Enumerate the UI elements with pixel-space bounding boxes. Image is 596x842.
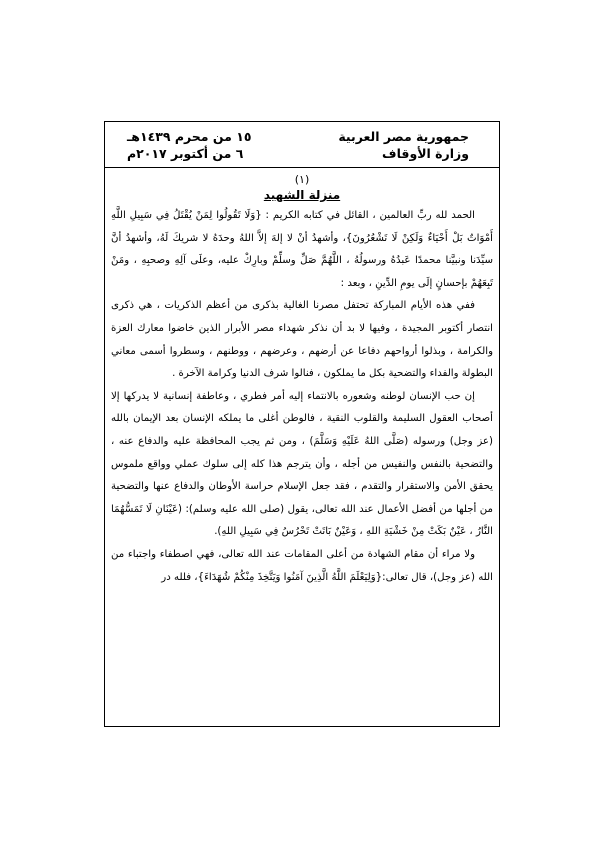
page-number: (١) xyxy=(294,173,310,186)
date-block xyxy=(127,128,251,162)
issuer-block xyxy=(338,128,469,162)
gregorian-date: ٦ من أكتوبر ٢٠١٧م xyxy=(127,146,244,161)
paragraph-love-of-homeland: إن حب الإنسان لوطنه وشعوره بالانتماء إليه أمر فطري ، وعاطفة إنسانية لا يدركها إلا أصحاب العقول السليمة والقلوب النقية ، فالوطن أغلى ما يملكه الإنسان بعد الإيمان بالله (عز وجل) ورسوله (صَلَّى اللهُ عَلَيْهِ وَسَلَّمَ) ، ومن ثم يجب المحافظة عليه والدفاع عنه ، والتضحية بالنفس والنفيس من أجله ، وأن يترجم هذا كله إلى سلوك عملي وواقع ملموس يحقق الأمن والاستقرار والتقدم ، فقد جعل الإسلام حراسة الأوطان والدفاع عنها والتضحية من أجلها من أفضل الأعمال عند الله تعالى، يقول (صلى الله عليه وسلم): (عَيْنَانِ لَا تَمَسُّهُمَا النَّارُ ، عَيْنٌ بَكَتْ مِنْ خَشْيَةِ اللهِ ، وَعَيْنٌ بَاتَتْ تَحْرُسُ فِي سَبِيلِ اللهِ). xyxy=(111,390,493,538)
paragraph-opening: الحمد لله ربِّ العالمين ، القائل في كتابه الكريم : {وَلَا تَقُولُوا لِمَنْ يُقْتَلُ فِي سَبِيلِ اللَّهِ أَمْوَاتٌ بَلْ أَحْيَاءٌ وَلَكِنْ لَا تَشْعُرُونَ}، وأشهدُ أنْ لا إلهَ إلاَّ اللهُ وحدَهُ لا شريكَ لَهُ، وأشهدُ أنَّ سيِّدَنا ونبيَّنا محمدًا عَبدُهُ ورسولُهُ ، اللَّهُمَّ صَلِّ وسلِّمْ وبارِكْ عليه، وعلَى آلِهِ وصحبِهِ ، ومَنْ تَبِعَهُمْ بإحسانٍ إلَى يومِ الدِّينِ ، وبعد : xyxy=(111,210,493,289)
document-header xyxy=(105,122,499,168)
country-name: جمهورية مصر العربية xyxy=(338,129,469,144)
document-frame xyxy=(104,121,500,727)
ministry-name: وزارة الأوقاف xyxy=(382,146,469,161)
sermon-title: منزلة الشهيد xyxy=(263,188,341,202)
hijri-date: ١٥ من محرم ١٤٣٩هـ xyxy=(127,129,252,144)
sermon-body xyxy=(105,205,499,589)
paragraph-martyrdom-rank: ولا مراء أن مقام الشهادة من أعلى المقامات عند الله تعالى، فهي اصطفاء واجتباء من الله (عز وجل)، قال تعالى:{وَلِيَعْلَمَ اللَّهُ الَّذِينَ آمَنُوا وَيَتَّخِذَ مِنْكُمْ شُهَدَاءَ}، فلله در xyxy=(111,548,493,583)
paragraph-october-victory: ففي هذه الأيام المباركة تحتفل مصرنا الغالية بذكرى من أعظم الذكريات ، هي ذكرى انتصار أكتوبر المجيدة ، وفيها لا بد أن نذكر شهداء مصر الأبرار الذين خاضوا معارك العزة والكرامة ، وبذلوا أرواحهم دفاعا عن أرضهم ، وعرضهم ، ووطنهم ، وسطروا أسمى معاني البطولة والفداء والتضحية بكل ما يملكون ، فنالوا شرف الدنيا وكرامة الآخرة . xyxy=(111,300,493,380)
